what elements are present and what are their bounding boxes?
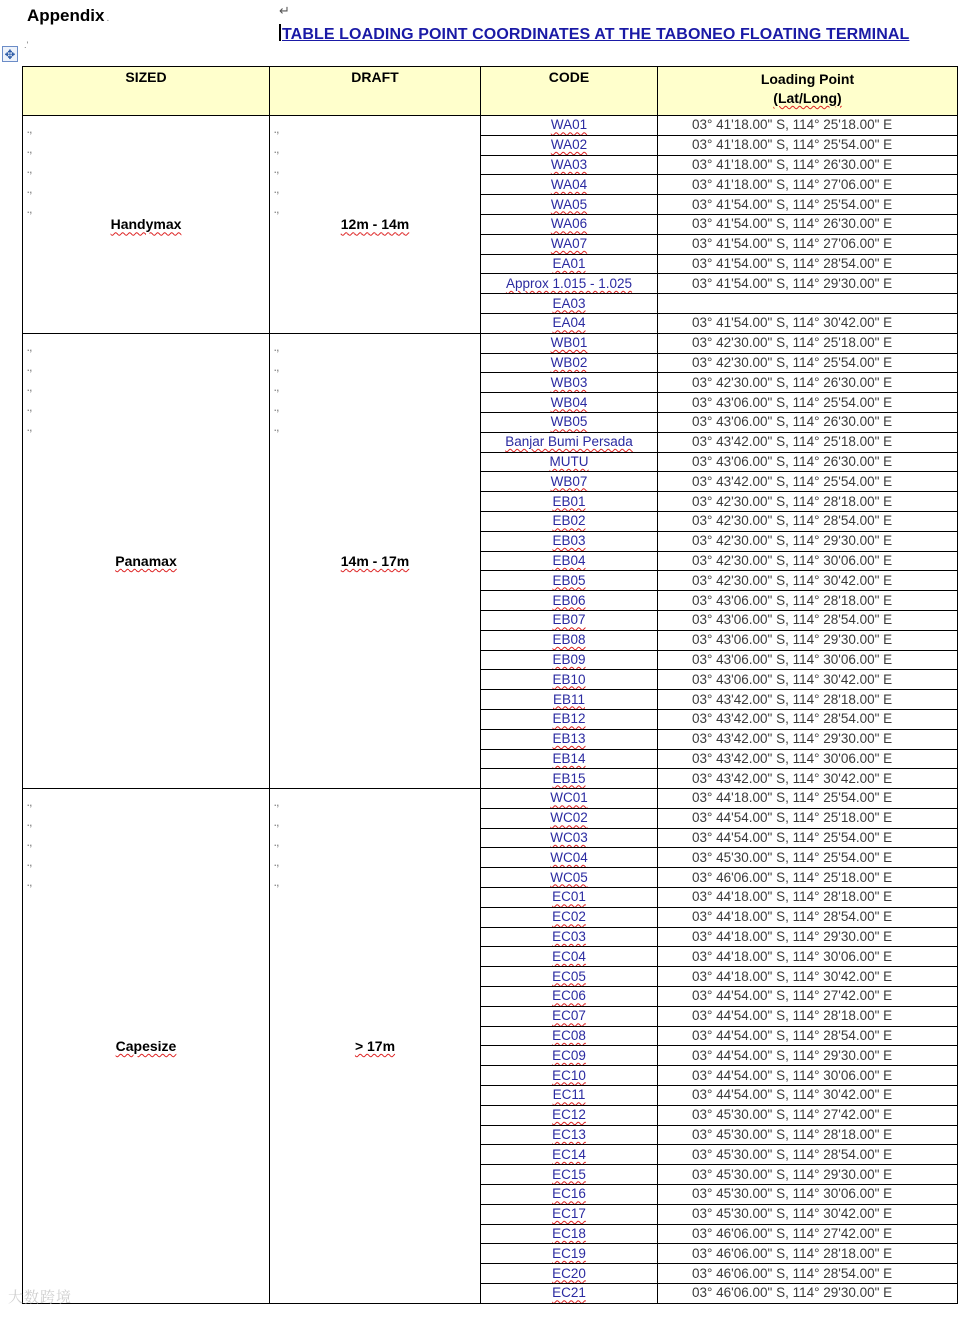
size-class-label: Capesize [115,1037,177,1054]
coordinate-cell: 03° 41'54.00" S, 114° 26'30.00" E [658,214,958,234]
coordinate-cell: 03° 42'30.00" S, 114° 25'54.00" E [658,353,958,373]
code-text: EB03 [552,533,586,549]
size-class-label: Handymax [110,216,182,233]
code-cell [481,650,658,670]
code-text: WC02 [550,810,588,826]
code-cell [481,1125,658,1145]
coordinate-cell: 03° 46'06.00" S, 114° 28'18.00" E [658,1244,958,1264]
code-cell [481,155,658,175]
code-text: WA06 [550,216,588,232]
size-class-cell [23,789,270,1304]
coordinate-cell: 03° 41'18.00" S, 114° 26'30.00" E [658,155,958,175]
table-header-row [23,67,958,116]
coordinate-cell: 03° 42'30.00" S, 114° 28'54.00" E [658,511,958,531]
code-cell [481,412,658,432]
code-text: EB12 [552,711,586,727]
code-cell [481,571,658,591]
table-title: TABLE LOADING POINT COORDINATES AT THE TABONEO FLOATING TERMINAL [279,24,909,44]
coordinate-cell: 03° 44'54.00" S, 114° 28'54.00" E [658,1026,958,1046]
coordinate-cell: 03° 43'42.00" S, 114° 30'42.00" E [658,769,958,789]
code-text: WB07 [550,473,588,489]
code-text: EC02 [552,909,586,925]
coordinate-cell: 03° 44'18.00" S, 114° 28'18.00" E [658,888,958,908]
text-cursor [279,24,281,41]
formatting-marks: ., ., ., ., ., [27,342,33,433]
appendix-heading: Appendix . [27,6,110,25]
code-cell [481,195,658,215]
code-cell [481,1244,658,1264]
code-text: EC07 [552,1008,586,1024]
code-cell [481,472,658,492]
coordinate-cell: 03° 45'30.00" S, 114° 28'54.00" E [658,1145,958,1165]
coordinate-cell: 03° 45'30.00" S, 114° 29'30.00" E [658,1165,958,1185]
code-text: EC20 [552,1265,586,1281]
code-cell [481,373,658,393]
coordinate-cell: 03° 43'06.00" S, 114° 29'30.00" E [658,630,958,650]
table-row [23,789,958,809]
code-cell [481,591,658,611]
coordinate-cell: 03° 43'42.00" S, 114° 25'18.00" E [658,432,958,452]
coordinate-cell: 03° 44'54.00" S, 114° 28'18.00" E [658,1006,958,1026]
code-cell [481,868,658,888]
code-text: WC01 [550,790,588,806]
code-cell [481,1224,658,1244]
code-cell [481,749,658,769]
coordinate-cell: 03° 44'54.00" S, 114° 25'54.00" E [658,828,958,848]
coordinate-cell: 03° 44'18.00" S, 114° 28'54.00" E [658,907,958,927]
coordinate-cell: 03° 45'30.00" S, 114° 28'18.00" E [658,1125,958,1145]
paragraph-return-mark: ↵ [279,3,290,18]
coordinate-cell: 03° 43'06.00" S, 114° 28'18.00" E [658,591,958,611]
code-cell [481,1046,658,1066]
code-cell [481,116,658,136]
code-cell [481,511,658,531]
code-text: EC18 [552,1226,586,1242]
coordinate-cell: 03° 41'54.00" S, 114° 29'30.00" E [658,274,958,294]
code-cell [481,630,658,650]
code-text: EC21 [552,1285,586,1301]
coordinate-cell: 03° 44'18.00" S, 114° 30'42.00" E [658,967,958,987]
code-cell [481,492,658,512]
code-text: EC05 [552,968,586,984]
code-text: EC03 [552,929,586,945]
loading-point-table [22,66,958,1304]
code-text: WA02 [550,137,588,153]
coordinate-cell: 03° 42'30.00" S, 114° 26'30.00" E [658,373,958,393]
code-text: WB03 [550,374,588,390]
code-cell [481,888,658,908]
code-text: EC19 [552,1245,586,1261]
code-text: WB02 [550,354,588,370]
draft-cell [270,789,481,1304]
coordinate-cell: 03° 41'18.00" S, 114° 25'54.00" E [658,135,958,155]
coordinate-cell: 03° 41'54.00" S, 114° 30'42.00" E [658,313,958,333]
code-cell [481,254,658,274]
code-cell [481,769,658,789]
coordinate-cell: 03° 43'42.00" S, 114° 28'54.00" E [658,709,958,729]
coordinate-cell: 03° 42'30.00" S, 114° 25'18.00" E [658,333,958,353]
code-cell [481,353,658,373]
coordinate-cell: 03° 42'30.00" S, 114° 29'30.00" E [658,531,958,551]
code-text: WB01 [550,335,588,351]
code-text: EC04 [552,948,586,964]
coordinate-cell: 03° 44'18.00" S, 114° 30'06.00" E [658,947,958,967]
code-text: EB11 [552,691,586,707]
coordinate-cell: 03° 44'54.00" S, 114° 29'30.00" E [658,1046,958,1066]
move-cross-icon[interactable]: ✥ [2,46,18,62]
code-text: MUTU [549,453,589,469]
coordinate-cell: 03° 44'54.00" S, 114° 30'06.00" E [658,1066,958,1086]
coordinate-cell: 03° 43'42.00" S, 114° 25'54.00" E [658,472,958,492]
coordinate-cell: 03° 46'06.00" S, 114° 28'54.00" E [658,1264,958,1284]
code-text: EB02 [552,513,586,529]
coordinate-cell: 03° 41'54.00" S, 114° 25'54.00" E [658,195,958,215]
code-cell [481,214,658,234]
code-cell [481,452,658,472]
code-text: EB08 [552,632,586,648]
coordinate-cell: 03° 43'06.00" S, 114° 25'54.00" E [658,393,958,413]
code-text: EC08 [552,1028,586,1044]
code-text: EC12 [552,1107,586,1123]
coordinate-cell: 03° 46'06.00" S, 114° 27'42.00" E [658,1224,958,1244]
coordinate-cell: 03° 41'54.00" S, 114° 27'06.00" E [658,234,958,254]
code-text: EB05 [552,572,586,588]
code-cell [481,947,658,967]
table-row [23,333,958,353]
code-cell [481,294,658,314]
draft-label: 12m - 14m [340,216,410,233]
code-text: EC11 [552,1087,586,1103]
size-class-cell [23,116,270,334]
coordinate-cell: 03° 41'18.00" S, 114° 25'18.00" E [658,116,958,136]
coordinate-cell: 03° 42'30.00" S, 114° 30'06.00" E [658,551,958,571]
code-cell [481,987,658,1007]
code-text: EB15 [552,770,586,786]
formatting-marks: ., ., ., ., ., [274,342,280,433]
code-text: WB04 [550,394,588,410]
code-text: EC17 [552,1206,586,1222]
formatting-marks: ., ., ., ., ., [27,125,33,215]
code-cell [481,789,658,809]
code-cell [481,135,658,155]
code-text: EC14 [552,1146,586,1162]
size-class-label: Panamax [115,552,177,569]
coordinate-cell: 03° 43'06.00" S, 114° 30'06.00" E [658,650,958,670]
table-row [23,116,958,136]
coordinate-cell: 03° 41'18.00" S, 114° 27'06.00" E [658,175,958,195]
code-text: EB13 [552,731,586,747]
coordinate-cell: 03° 43'06.00" S, 114° 30'42.00" E [658,670,958,690]
coordinate-cell: 03° 46'06.00" S, 114° 29'30.00" E [658,1284,958,1304]
code-cell [481,690,658,710]
code-text: EB07 [552,612,586,628]
code-cell [481,1264,658,1284]
code-cell [481,848,658,868]
code-cell [481,828,658,848]
code-text: Banjar Bumi Persada [505,434,633,450]
coordinate-cell: 03° 45'30.00" S, 114° 27'42.00" E [658,1105,958,1125]
coordinate-cell: 03° 44'54.00" S, 114° 27'42.00" E [658,987,958,1007]
code-cell [481,1006,658,1026]
code-cell [481,234,658,254]
coordinate-cell: 03° 44'18.00" S, 114° 25'54.00" E [658,789,958,809]
coordinate-cell: 03° 43'42.00" S, 114° 30'06.00" E [658,749,958,769]
coordinate-cell: 03° 44'54.00" S, 114° 25'18.00" E [658,808,958,828]
code-cell [481,610,658,630]
code-text: EA03 [552,295,586,311]
code-cell [481,1185,658,1205]
code-cell [481,1145,658,1165]
code-cell [481,1086,658,1106]
coordinate-cell: 03° 43'06.00" S, 114° 28'54.00" E [658,610,958,630]
code-text: EB06 [552,592,586,608]
code-text: EB14 [552,750,586,766]
code-cell [481,393,658,413]
code-cell [481,709,658,729]
code-cell [481,1204,658,1224]
code-cell [481,967,658,987]
code-text: WA05 [550,196,588,212]
code-cell [481,1026,658,1046]
coordinate-cell: 03° 44'54.00" S, 114° 30'42.00" E [658,1086,958,1106]
code-text: EB10 [552,671,586,687]
header-code: CODE [481,67,658,116]
coordinate-cell: 03° 43'42.00" S, 114° 29'30.00" E [658,729,958,749]
code-text: EC16 [552,1186,586,1202]
code-text: EB04 [552,552,586,568]
code-cell [481,531,658,551]
code-text: WA01 [550,117,588,133]
code-text: Approx 1.015 - 1.025 [505,275,633,291]
coordinate-cell: 03° 41'54.00" S, 114° 28'54.00" E [658,254,958,274]
formatting-marks: ., ., ., ., ., [274,125,280,215]
code-cell [481,1105,658,1125]
code-cell [481,729,658,749]
table-body [23,116,958,1304]
code-cell [481,1066,658,1086]
size-class-cell [23,333,270,788]
coordinate-cell: 03° 43'06.00" S, 114° 26'30.00" E [658,452,958,472]
coordinate-cell: 03° 43'06.00" S, 114° 26'30.00" E [658,412,958,432]
code-text: EC01 [552,889,586,905]
code-cell [481,551,658,571]
code-cell [481,907,658,927]
watermark: 大数跨境 [8,1289,73,1306]
code-cell [481,333,658,353]
coordinate-cell: 03° 42'30.00" S, 114° 30'42.00" E [658,571,958,591]
draft-label: > 17m [354,1037,396,1054]
code-cell [481,927,658,947]
code-cell [481,808,658,828]
code-text: WB05 [550,414,588,430]
header-loading-point: Loading Point (Lat/Long) [658,67,958,116]
code-cell [481,175,658,195]
code-text: WC05 [550,869,588,885]
code-text: EC10 [552,1067,586,1083]
paragraph-mark: .' [24,40,29,50]
code-cell [481,670,658,690]
code-cell [481,313,658,333]
code-text: EB09 [552,651,586,667]
code-cell [481,1284,658,1304]
code-text: EC09 [552,1047,586,1063]
formatting-marks: ., ., ., ., ., [274,798,280,889]
code-cell [481,432,658,452]
code-text: EC15 [552,1166,586,1182]
coordinate-cell [658,294,958,314]
coordinate-cell: 03° 44'18.00" S, 114° 29'30.00" E [658,927,958,947]
coordinate-cell: 03° 45'30.00" S, 114° 30'06.00" E [658,1185,958,1205]
code-text: EB01 [552,493,586,509]
code-text: EA01 [552,255,586,271]
coordinate-cell: 03° 42'30.00" S, 114° 28'18.00" E [658,492,958,512]
formatting-marks: ., ., ., ., ., [27,798,33,889]
coordinate-cell: 03° 46'06.00" S, 114° 25'18.00" E [658,868,958,888]
code-text: EA04 [552,315,586,331]
code-cell [481,274,658,294]
draft-cell [270,116,481,334]
code-text: WA03 [550,156,588,172]
code-text: WC04 [550,849,588,865]
header-draft: DRAFT [270,67,481,116]
coordinate-cell: 03° 45'30.00" S, 114° 30'42.00" E [658,1204,958,1224]
code-cell [481,1165,658,1185]
code-text: WC03 [550,830,588,846]
draft-cell [270,333,481,788]
coordinate-cell: 03° 43'42.00" S, 114° 28'18.00" E [658,690,958,710]
code-text: EC06 [552,988,586,1004]
draft-label: 14m - 17m [340,552,410,569]
coordinate-cell: 03° 45'30.00" S, 114° 25'54.00" E [658,848,958,868]
code-text: EC13 [552,1127,586,1143]
code-text: WA04 [550,176,588,192]
code-text: WA07 [550,236,588,252]
header-sized: SIZED [23,67,270,116]
